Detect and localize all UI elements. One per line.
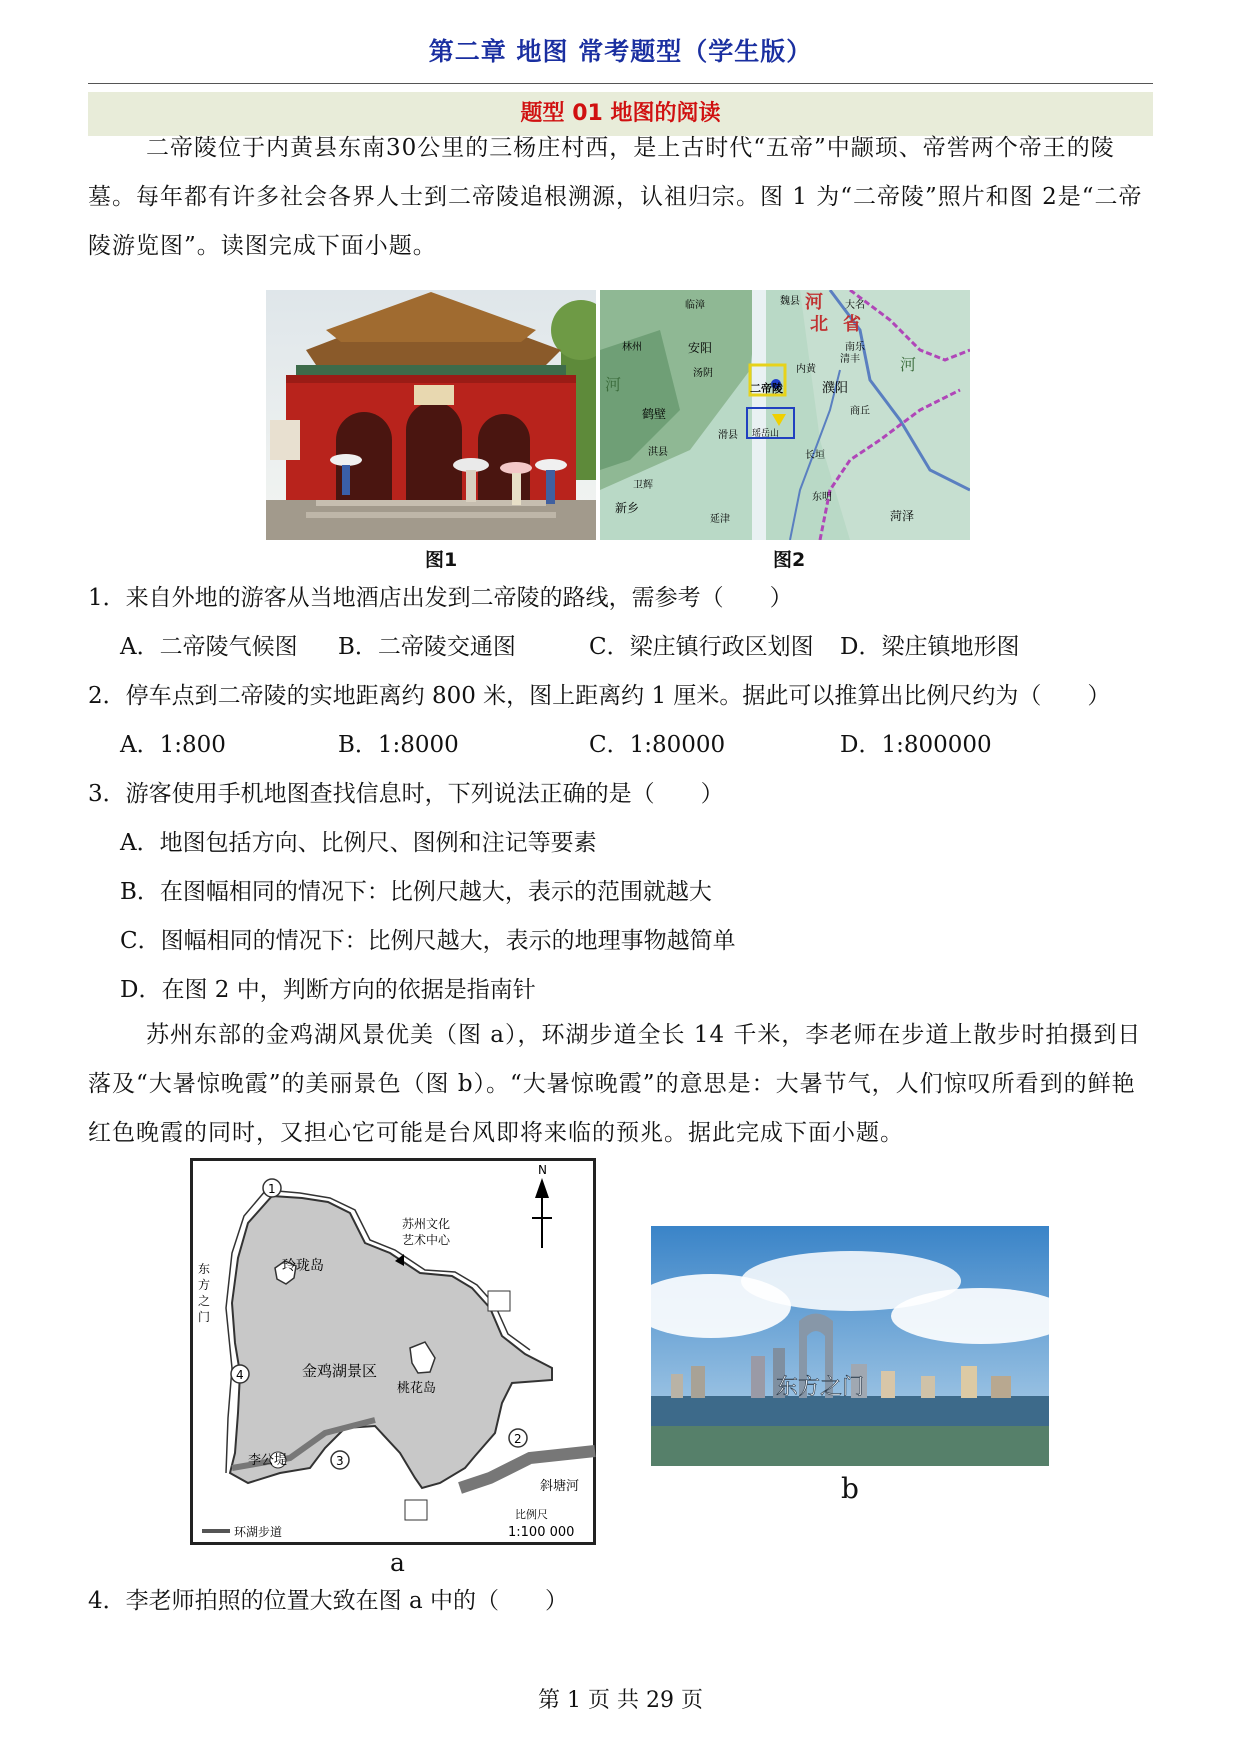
map-label-tangyin: 汤阴 [693,368,713,379]
figa-scale-value: 1:100 000 [508,1525,575,1540]
map-label-hebei-3: 省 [843,314,861,335]
map-label-dongming: 东明 [812,492,832,503]
map-label-river-2: 河 [900,355,917,374]
q1-option-b: B．二帝陵交通图 [338,634,516,660]
map-label-hebei-1: 河 [805,292,823,313]
map-label-weihui: 卫辉 [633,480,653,491]
figa-east-gate-3: 之 [198,1294,211,1308]
figure-2-caption: 图2 [773,549,806,571]
map-label-yanjin: 延津 [710,514,730,525]
map-label-xinxiang: 新乡 [615,501,640,515]
figa-east-gate-4: 门 [198,1310,211,1324]
q1-option-a: A．二帝陵气候图 [120,634,298,660]
figa-peach-island-label: 桃花岛 [397,1381,437,1396]
intro-paragraph-1: 二帝陵位于内黄县东南30公里的三杨庄村西，是上古时代“五帝”中颛顼、帝喾两个帝王的陵墓。每年都有许多社会各界人士到二帝陵追根溯源，认祖归宗。图 1 为“二帝陵”照片和图 2是“二帝陵游览图”。读图完成下面小题。 [88,135,1143,259]
map-label-qixian: 淇县 [648,447,668,458]
q2-option-a: A．1:800 [120,732,226,758]
figa-marker-3: 3 [336,1454,344,1468]
map-label-river: 河 [605,375,622,394]
figa-lake-label: 金鸡湖景区 [302,1362,378,1380]
figb-sign-label: 东方之门 [776,1375,865,1400]
question-1-stem: 1．来自外地的游客从当地酒店出发到二帝陵的路线，需参考（ ） [88,585,793,611]
map-label-ertidiling: 二帝陵 [750,382,783,395]
map-label-hebei-2: 北 [810,314,828,335]
figure-b-caption: b [841,1472,859,1505]
map-label-huaxian: 滑县 [718,430,738,441]
map-label-heze: 菏泽 [890,509,915,523]
q1-option-d: D．梁庄镇地形图 [840,634,1020,660]
figa-north-label: N [538,1163,547,1177]
figa-scale-label: 比例尺 [515,1508,548,1521]
map-label-puyang: 濮阳 [822,381,849,396]
map-label-hebi: 鹤壁 [642,407,667,421]
q3-option-a: A．地图包括方向、比例尺、图例和注记等要素 [120,830,597,856]
figa-island-label: 玲珑岛 [282,1258,324,1274]
map-label-neihuang: 内黄 [796,364,816,375]
map-label-qingfeng: 清丰 [840,354,860,365]
figa-culture-label-2: 艺术中心 [402,1233,451,1247]
map-label-daming: 大名 [845,300,865,311]
figa-marker-2: 2 [514,1432,522,1446]
map-label-changyuan: 长垣 [805,450,825,461]
header-divider [88,83,1153,84]
figa-marker-1: 1 [268,1182,276,1196]
question-3-stem: 3．游客使用手机地图查找信息时，下列说法正确的是（ ） [88,781,724,807]
figure-b-photo [651,1226,1049,1466]
map-label-shangqiu: 商丘 [850,406,870,417]
question-2-stem: 2．停车点到二帝陵的实地距离约 800 米，图上距离约 1 厘米。据此可以推算出比例尺约为（ ） [88,683,1111,709]
q3-option-d: D．在图 2 中，判断方向的依据是指南针 [120,977,536,1003]
map-label-linzhang: 临漳 [685,300,705,311]
intro-paragraph-2: 苏州东部的金鸡湖风景优美（图 a），环湖步道全长 14 千米，李老师在步道上散步时拍摄到日落及“大暑惊晚霞”的美丽景色（图 b）。“大暑惊晚霞”的意思是：大暑节气，人们惊叹所看到的鲜艳红色晚霞的同时，又担心它可能是台风即将来临的预兆。据此完成下面小题。 [88,1022,1142,1146]
figure-a-caption: a [390,1548,405,1577]
figure-a-map [190,1158,596,1545]
q1-option-c: C．梁庄镇行政区划图 [589,634,814,660]
q2-option-c: C．1:80000 [589,732,726,758]
figa-east-gate-2: 方 [198,1278,211,1292]
q2-option-d: D．1:800000 [840,732,992,758]
figa-east-gate-1: 东 [198,1262,211,1276]
q2-option-b: B．1:8000 [338,732,459,758]
figa-legend-label: 环湖步道 [234,1525,283,1539]
q3-option-c: C．图幅相同的情况下：比例尺越大，表示的地理事物越简单 [120,928,736,954]
map-label-weixian: 魏县 [780,296,800,307]
page-header: 第二章 地图 常考题型（学生版） [428,37,813,66]
map-label-linzhou: 林州 [622,342,642,353]
figure-2-map [600,290,970,540]
question-4-stem: 4．李老师拍照的位置大致在图 a 中的（ ） [88,1588,568,1614]
q3-option-b: B．在图幅相同的情况下：比例尺越大，表示的范围就越大 [120,879,712,905]
figa-river-label: 斜塘河 [540,1479,580,1494]
figa-culture-label-1: 苏州文化 [402,1217,451,1231]
map-label-anyang: 安阳 [688,341,713,355]
figa-marker-4: 4 [236,1368,244,1382]
map-label-dongmingshan: 瑶岳山 [752,429,780,439]
section-title: 题型 01 地图的阅读 [88,92,1153,136]
figure-1-photo [266,290,596,540]
figa-ligongdi-label: 李公堤 [248,1453,288,1468]
figure-1-caption: 图1 [425,549,458,571]
page-footer: 第 1 页 共 29 页 [538,1688,703,1713]
map-label-nanle: 南乐 [845,342,865,353]
